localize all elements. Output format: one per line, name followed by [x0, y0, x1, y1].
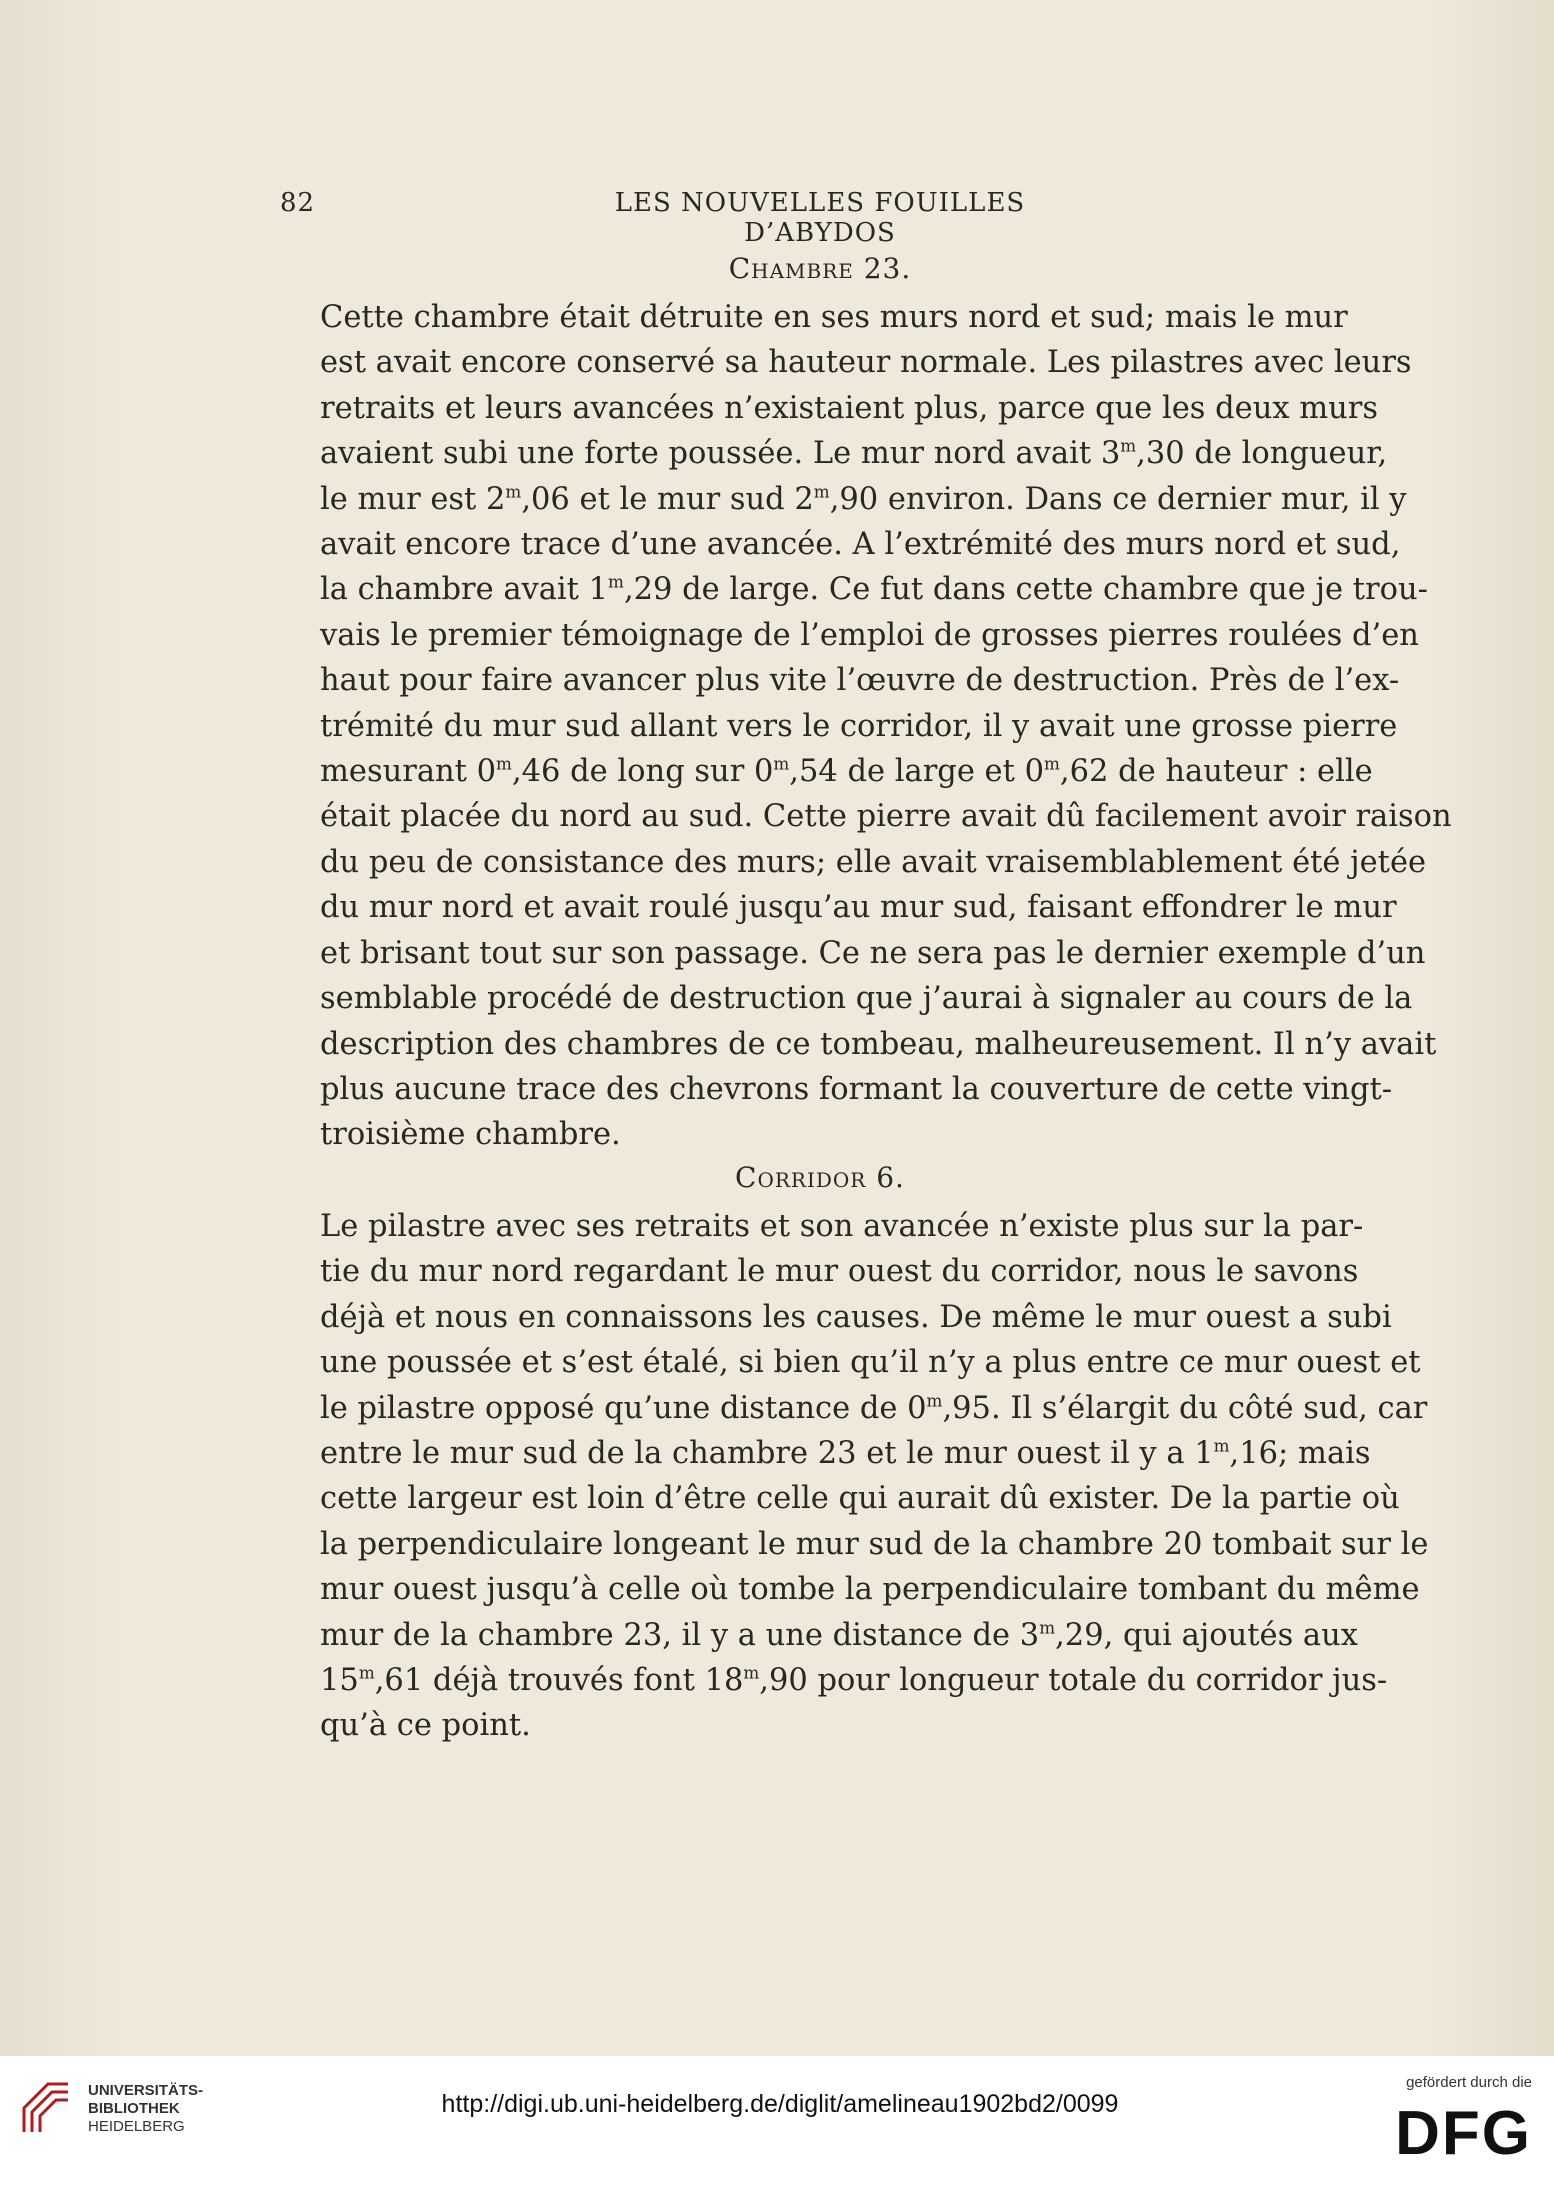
text-line: cette largeur est loin d’être celle qui aurait dû exister. De la partie où — [320, 1481, 1400, 1517]
text-line: et brisant tout sur son passage. Ce ne sera pas le dernier exemple d’un — [320, 935, 1426, 971]
text-line: plus aucune trace des chevrons formant la couverture de cette vingt- — [320, 1071, 1393, 1107]
text-line: la chambre avait 1$^m$,29 de large. Ce fut dans cette chambre que je trou- — [320, 571, 1428, 608]
text-line: mur de la chambre 23, il y a une distance de 3$^m$,29, qui ajoutés aux — [320, 1616, 1358, 1653]
source-url-link[interactable]: http://digi.ub.uni-heidelberg.de/diglit/amelineau1902bd2/0099 — [441, 2090, 1119, 2118]
library-name-line3: HEIDELBERG — [88, 2118, 185, 2135]
library-name — [88, 2082, 203, 2136]
library-logo-icon — [14, 2078, 78, 2142]
page-number: 82 — [280, 188, 316, 218]
library-name-line1: UNIVERSITÄTS- — [88, 2082, 204, 2099]
text-line: Le pilastre avec ses retraits et son avancée n’existe plus sur la par- — [320, 1209, 1364, 1244]
text-line: troisième chambre. — [320, 1117, 621, 1153]
running-title: LES NOUVELLES FOUILLES D’ABYDOS — [614, 188, 1026, 248]
library-name-line2: BIBLIOTHEK — [88, 2100, 180, 2117]
section-heading-chambre-23: Chambre 23. — [728, 252, 912, 285]
text-line: la perpendiculaire longeant le mur sud de la chambre 20 tombait sur le — [320, 1526, 1429, 1562]
dfg-logo: DFG — [1395, 2099, 1532, 2168]
funded-by-label: gefördert durch die — [1406, 2074, 1532, 2091]
text-line: le mur est 2$^m$,06 et le mur sud 2$^m$,90 environ. Dans ce dernier mur, il y — [320, 480, 1407, 517]
text-line: retraits et leurs avancées n’existaient plus, parce que les deux murs — [320, 390, 1379, 426]
text-line: était placée du nord au sud. Cette pierre avait dû facilement avoir raison — [320, 799, 1452, 835]
digitization-footer — [0, 2056, 1554, 2186]
paragraph-corridor-6 — [290, 1204, 1429, 1749]
paragraph-chambre-23 — [290, 295, 1452, 1158]
text-line: description des chambres de ce tombeau, malheureusement. Il n’y avait — [320, 1026, 1437, 1062]
text-line: Cette chambre était détruite en ses murs nord et sud; mais le mur — [320, 300, 1348, 335]
text-line: 15$^m$,61 déjà trouvés font 18$^m$,90 pour longueur totale du corridor jus- — [320, 1662, 1388, 1699]
text-line: est avait encore conservé sa hauteur normale. Les pilastres avec leurs — [320, 345, 1412, 381]
text-line: haut pour faire avancer plus vite l’œuvre de destruction. Près de l’ex- — [320, 663, 1400, 699]
text-line: une poussée et s’est étalé, si bien qu’il n’y a plus entre ce mur ouest et — [320, 1345, 1421, 1381]
text-line: du peu de consistance des murs; elle avait vraisemblablement été jetée — [320, 844, 1427, 880]
section-heading-corridor-6: Corridor 6. — [735, 1161, 905, 1194]
text-line: entre le mur sud de la chambre 23 et le mur ouest il y a 1$^m$,16; mais — [320, 1435, 1371, 1472]
running-head — [280, 188, 1360, 248]
text-line: le pilastre opposé qu’une distance de 0$^m$,95. Il s’élargit du côté sud, car — [320, 1389, 1428, 1426]
text-line: vais le premier témoignage de l’emploi de grosses pierres roulées d’en — [320, 617, 1419, 653]
text-line: trémité du mur sud allant vers le corridor, il y avait une grosse pierre — [320, 708, 1398, 744]
text-line: semblable procédé de destruction que j’aurai à signaler au cours de la — [320, 981, 1413, 1017]
text-line: déjà et nous en connaissons les causes. De même le mur ouest a subi — [320, 1299, 1392, 1335]
text-line: avaient subi une forte poussée. Le mur nord avait 3$^m$,30 de longueur, — [320, 435, 1388, 472]
text-line: mesurant 0$^m$,46 de long sur 0$^m$,54 de large et 0$^m$,62 de hauteur : elle — [320, 753, 1373, 790]
text-line: du mur nord et avait roulé jusqu’au mur sud, faisant effondrer le mur — [320, 890, 1397, 926]
text-line: mur ouest jusqu’à celle où tombe la perpendiculaire tombant du même — [320, 1572, 1420, 1608]
text-line: tie du mur nord regardant le mur ouest du corridor, nous le savons — [320, 1254, 1359, 1290]
text-line: qu’à ce point. — [320, 1708, 531, 1744]
text-line: avait encore trace d’une avancée. A l’extrémité des murs nord et sud, — [320, 527, 1401, 563]
